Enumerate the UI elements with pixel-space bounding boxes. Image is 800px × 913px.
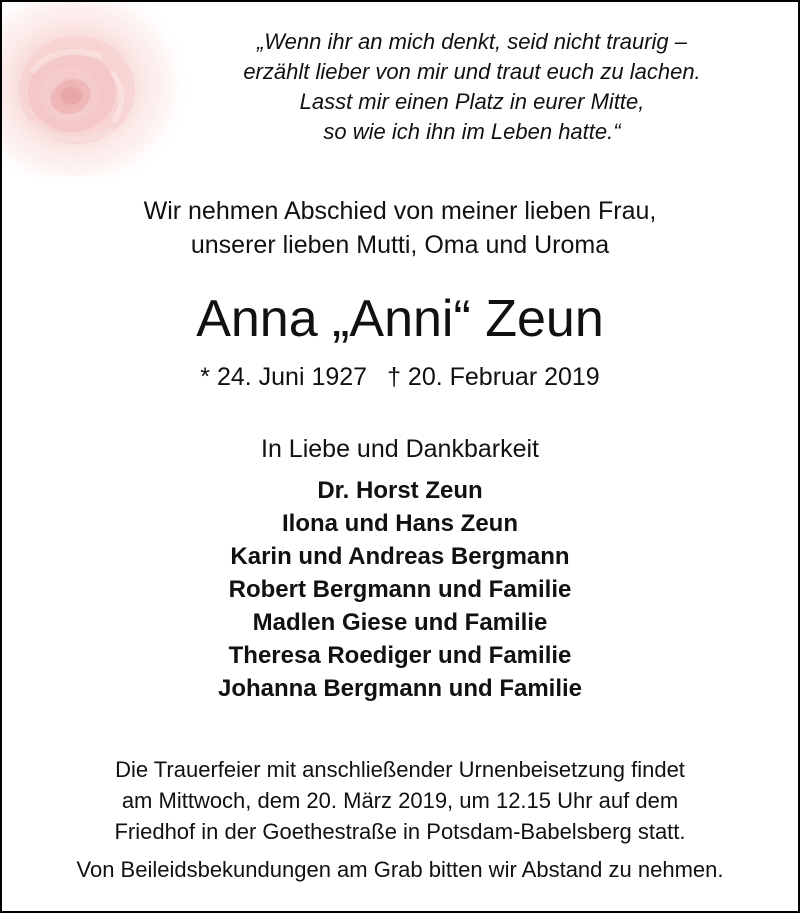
deceased-name: Anna „Anni“ Zeun	[196, 290, 604, 348]
farewell-intro	[2, 194, 798, 262]
death-date: † 20. Februar 2019	[387, 363, 600, 391]
birth-date: * 24. Juni 1927	[200, 363, 368, 391]
intro-line: unserer lieben Mutti, Oma und Uroma	[190, 231, 610, 259]
mourners-list	[2, 474, 798, 705]
quote-line: erzählt lieber von mir und traut euch zu lachen.	[243, 59, 701, 84]
ceremony-line: Die Trauerfeier mit anschließender Urnenbeisetzung findet	[115, 757, 685, 782]
condolence-note: Von Beileidsbekundungen am Grab bitten wir Abstand zu nehmen.	[76, 857, 724, 882]
mourner-name: Karin und Andreas Bergmann	[230, 543, 570, 570]
quote-line: so wie ich ihn im Leben hatte.“	[323, 119, 621, 144]
mourner-name: Robert Bergmann und Familie	[228, 576, 572, 603]
intro-line: Wir nehmen Abschied von meiner lieben Frau,	[143, 197, 657, 225]
quote-line: Lasst mir einen Platz in eurer Mitte,	[299, 89, 645, 114]
closing-phrase: In Liebe und Dankbarkeit	[261, 435, 539, 463]
quote-line: „Wenn ihr an mich denkt, seid nicht traurig –	[256, 29, 688, 54]
rose-image	[2, 2, 192, 177]
ceremony-info	[2, 754, 798, 847]
memorial-quote	[202, 27, 742, 147]
mourner-name: Ilona und Hans Zeun	[281, 510, 518, 537]
ceremony-line: am Mittwoch, dem 20. März 2019, um 12.15 Uhr auf dem	[121, 788, 679, 813]
ceremony-line: Friedhof in der Goethestraße in Potsdam-Babelsberg statt.	[114, 819, 686, 844]
mourner-name: Madlen Giese und Familie	[252, 609, 548, 636]
mourner-name: Theresa Roediger und Familie	[228, 642, 572, 669]
mourner-name: Dr. Horst Zeun	[317, 477, 483, 504]
mourner-name: Johanna Bergmann und Familie	[217, 675, 583, 702]
life-dates	[2, 360, 798, 394]
